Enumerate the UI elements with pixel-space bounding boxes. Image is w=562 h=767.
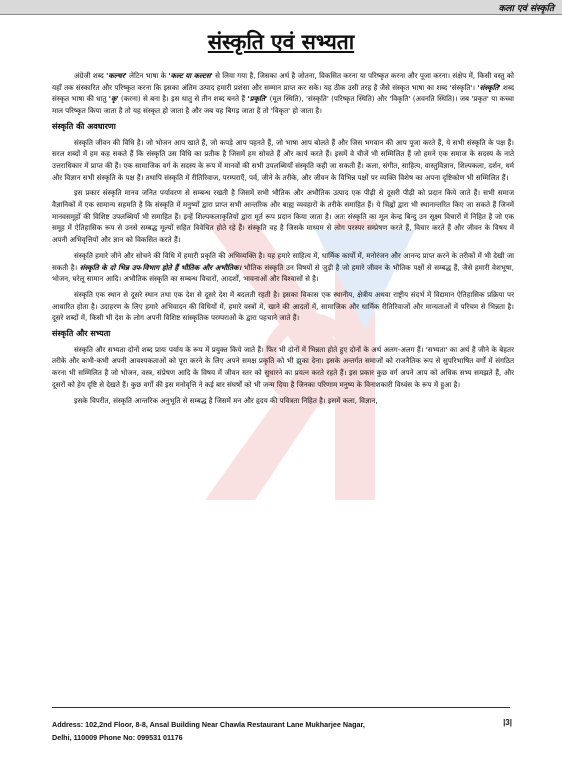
intro-text-1: अंग्रेजी शब्द — [74, 71, 107, 80]
footer-divider — [52, 707, 510, 708]
footer-address-line-2: Delhi, 110009 Phone No: 099531 01176 — [52, 733, 183, 742]
intro-text-5: (करना) से बना है। इस धातु से तीन शब्द बनते हैं — [118, 94, 248, 104]
concept-paragraph-3 — [52, 250, 514, 285]
footer-address — [52, 718, 432, 744]
intro-paragraph — [52, 70, 514, 117]
intro-term-sanskriti: 'संस्कृति' — [477, 82, 501, 92]
concept-paragraph-2: इस प्रकार संस्कृति मानव जनित पर्यावरण से सम्बन्ध रखती है जिसमें सभी भौतिक और अभौतिक उत्पाद एक पीढ़ी से दूसरी पीढ़ी को प्रदान किये जाते हैं। सभी समाज वैज्ञानिकों में एक सामान्य सहमति है कि संस्कृति में मनुष्यों द्वारा प्राप्त सभी आन्तरिक और बाह्य व्यवहारों के तरीके समाहित हैं। ये चिह्नों द्वारा भी स्थानान्तरित किए जा सकते हैं जिनमें मानवसमूहों की विशिष्ट उपलब्धियाँ भी समाहित हैं। इन्हें शिल्पकलाकृतियों द्वारा मूर्त रूप प्रदान किया जाता है। अतः संस्कृति का मूल केन्द्र बिन्दु उन सूक्ष्म विचारों में निहित है जो एक समूह में ऐतिहासिक रूप से उनसे सम्बद्ध मूल्यों सहित विवेचित होते रहे हैं। संस्कृति वह है जिसके माध्यम से लोग परस्पर सम्प्रेषण करते हैं, विचार करते हैं और जीवन के विषय में अपनी अभिवृत्तियों और ज्ञान को विकसित करते हैं। — [52, 188, 514, 245]
intro-text-6: (मूल स्थिति), 'संस्कृति' (परिष्कृत स्थिति) और 'विकृति' (अवनति स्थिति)। जब 'प्रकृत' या कच्चा माल परिष्कृत किया जाता है तो यह संस्कृत हो जाता है और जब यह बिगड़ जाता है तो 'विकृत' हो जाता है। — [52, 94, 514, 116]
intro-text-3: से लिया गया है, जिसका अर्थ है जोतना, विकसित करना या परिष्कृत करना और पूजा करना। संक्षेप में, किसी वस्तु को यहाँ तक संस्कारित और परिष्कृत करना कि इसका अंतिम उत्पाद हमारी प्रशंसा और सम्मान प्राप्त कर सके। यह ठीक उसी तरह है जैसे संस्कृत भाषा का शब्द 'संस्कृति'। — [52, 71, 515, 92]
header-bar — [0, 0, 562, 15]
intro-term-prakriti: 'प्रकृति' — [247, 94, 268, 104]
concept-paragraph-4: संस्कृति एक स्थान से दूसरे स्थान तथा एक देश से दूसरे देश में बदलती रहती है। इसका विकास एक स्थानीय, क्षेत्रीय अथवा राष्ट्रीय संदर्भ में विद्यमान ऐतिहासिक प्रक्रिया पर आधारित होता है। उदाहरण के लिए हमारे अभिवादन की विधियों में, हमारे वस्त्रों में, खाने की आदतों में, सामाजिक और धार्मिक रीतिरिवाजों और मान्यताओं में परिचम से भिन्नता है। दूसरे शब्दों में, किसी भी देश के लोग अपनी विशिष्ट सांस्कृतिक परम्पराओं के द्वारा पहचाने जाते हैं। — [52, 289, 514, 323]
intro-text-4: शब्द संस्कृत भाषा की धातु — [52, 82, 514, 104]
page-number: |3| — [503, 718, 512, 727]
intro-term-kri: 'कृ' — [108, 94, 119, 104]
intro-term-cult: 'कल्ट या कल्टस' — [168, 71, 213, 80]
intro-term-culture: 'कल्चर' — [106, 71, 127, 80]
concept-paragraph-1: संस्कृति जीवन की विधि है। जो भोजन आप खाते हैं, जो कपड़े आप पहनते हैं, जो भाषा आप बोलते हैं और जिस भगवान की आप पूजा करते हैं, ये सभी संस्कृति के पक्ष हैं। सरल शब्दों में हम कह सकते हैं कि संस्कृति उस विधि का प्रतीक है जिसमें हम सोचते हैं और कार्य करते हैं। इसमें वे चीजें भी सम्मिलित हैं जो हमने एक समाज के सदस्य के नाते उत्तराधिकार में प्राप्त की हैं। एक सामाजिक वर्ग के सदस्य के रूप में मानवों की सभी उपलब्धियाँ संस्कृति कही जा सकती हैं। कला, संगीत, साहित्य, वास्तुविज्ञान, शिल्पकला, दर्शन, धर्म और विज्ञान सभी संस्कृति के पक्ष हैं। तथापि संस्कृति में रीतिरिवाज, परम्पराएँ, पर्व, जीने के तरीके, और जीवन के विभिन्न पक्षों पर व्यक्ति विशेष का अपना दृष्टिकोण भी सम्मिलित हैं। — [52, 137, 514, 182]
intro-text-2: लेटिन भाषा के — [126, 71, 169, 80]
civilization-paragraph-1: संस्कृति और सभ्यता दोनों शब्द प्रायः पर्याय के रूप में प्रयुक्त किये जाते हैं। फिर भी दोनों में भिन्नता होते हुए दोनों के अर्थ अलग-अलग हैं। 'सभ्यता' का अर्थ है जीने के बेहतर तरीके और कभी-कभी अपनी आवश्यकताओं को पूरा करने के लिए अपने समक्ष प्रकृति को भी झुका देना। इसके अन्तर्गत समाजों को राजनैतिक रूप से सुपरिभाषित वर्गों में संगठित करना भी सम्मिलित है जो भोजन, वस्त्र, संप्रेषण आदि के विषय में जीवन स्तर को सुधारने का प्रयत्न करते रहते हैं। इस प्रकार कुछ वर्ग अपने आप को अधिक सभ्य समझते हैं, और दूसरों को हेय दृष्टि से देखते हैं। कुछ वर्गों की इस मनोवृत्ति ने कई बार संघर्षों को भी जन्म दिया है जिनका परिणाम मनुष्य के विनाशकारी विध्वंस के रूप में हुआ है। — [52, 344, 514, 389]
section-heading-concept: संस्कृति की अवधारणा — [52, 121, 116, 131]
concept-p3-text-1: संस्कृति हमारे जीने और सोचने की विधि में हमारी प्रकृति की अभिव्यक्ति है। यह हमारे साहित्य में, धार्मिक कार्यों में, मनोरंजन और आनन्द प्राप्त करने के तरीकों में भी देखी जा सकती है। — [52, 250, 514, 272]
header-label: कला एवं संस्कृति — [498, 4, 554, 14]
civilization-paragraph-2: इसके विपरीत, संस्कृति आन्तरिक अनुभूति से सम्बद्ध है जिसमें मन और हृदय की पवित्रता निहित है। इसमें कला, विज्ञान, — [74, 395, 378, 405]
concept-p3-highlight: संस्कृति के दो भिन्न उप-विभाग होते हैं भौतिक और अभौतिक। — [79, 262, 242, 272]
section-heading-culture-civilization: संस्कृति और सभ्यता — [52, 329, 111, 339]
concept-p3-text-2: भौतिक संस्कृति उन विषयों से जुड़ी है जो हमारे जीवन के भौतिक पक्षों से सम्बद्ध हैं, जैसे हमारी वेशभूषा, भोजन, घरेलू सामान आदि। अभौतिक संस्कृति का सम्बन्ध विचारों, आदर्शों, भावनाओं और विश्वासों से है। — [52, 262, 514, 284]
document-body — [52, 70, 514, 410]
footer-address-line-1: Address: 102,2nd Floor, 8-8, Ansal Building Near Chawla Restaurant Lane Mukharjee Nagar, — [52, 720, 365, 729]
page-title: संस्कृति एवं सभ्यता — [207, 30, 355, 54]
